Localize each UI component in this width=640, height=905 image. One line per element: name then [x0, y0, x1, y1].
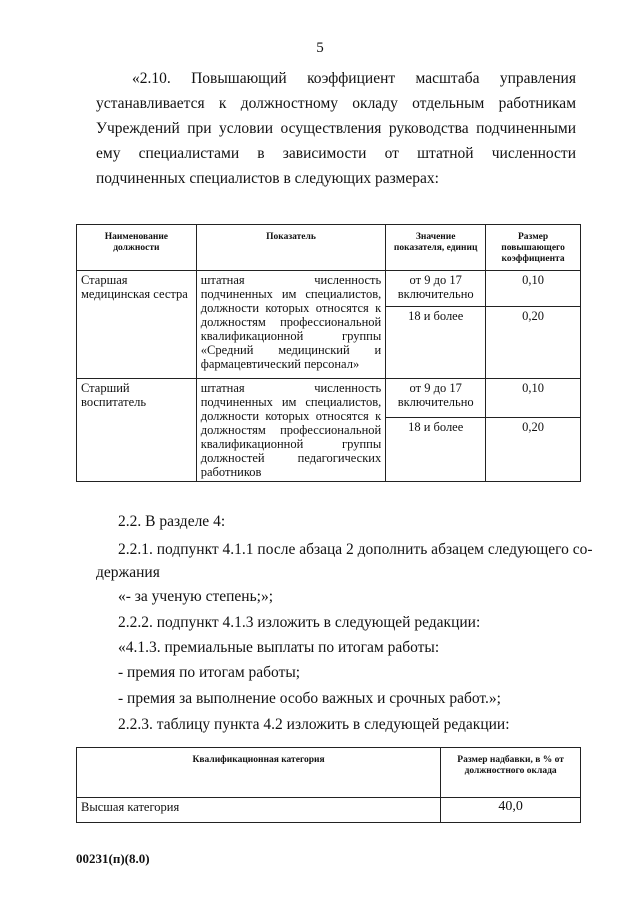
text-line: - премия по итогам работы; — [118, 664, 301, 681]
table-row — [77, 379, 581, 418]
header-indicator: Показатель — [196, 225, 386, 271]
coefficient-cell: 0,10 — [486, 271, 581, 307]
header-category: Квалификационная категория — [77, 748, 441, 798]
text-line: 2.2.3. таблицу пункта 4.2 изложить в следующей редакции: — [118, 716, 510, 733]
indicator-cell: штатная численность подчиненных им специалистов, должности которых относятся к должностям профессиональной квалификационной группы должностей педагогических работников — [196, 379, 386, 482]
coefficient-cell: 0,20 — [486, 417, 581, 481]
range-cell: от 9 до 17 включительно — [386, 379, 486, 418]
range-cell: от 9 до 17 включительно — [386, 271, 486, 307]
indicator-cell: штатная численность подчиненных им специалистов, должности которых относятся к должностям профессиональной квалификационной группы «Средний медицинский и фармацевтический персонал» — [196, 271, 386, 379]
position-cell: Старший воспитатель — [77, 379, 197, 482]
footer-code: 00231(п)(8.0) — [76, 851, 150, 866]
section-heading: 2.2. В разделе 4: — [118, 513, 226, 530]
range-cell: 18 и более — [386, 417, 486, 481]
category-cell: Высшая категория — [77, 798, 441, 823]
header-allowance: Размер надбавки, в % от должностного оклада — [441, 748, 581, 798]
header-position: Наименование должности — [77, 225, 197, 271]
text-line: 2.2.2. подпункт 4.1.3 изложить в следующей редакции: — [118, 614, 481, 631]
text-line: держания — [96, 564, 160, 581]
page-number: 5 — [316, 40, 324, 56]
coefficient-cell: 0,20 — [486, 307, 581, 379]
table-row — [77, 798, 581, 823]
text-line: - премия за выполнение особо важных и срочных работ.»; — [118, 690, 501, 707]
text-line: «4.1.3. премиальные выплаты по итогам работы: — [118, 639, 440, 656]
header-value: Значение показателя, единиц — [386, 225, 486, 271]
range-cell: 18 и более — [386, 307, 486, 379]
text-line: 2.2.1. подпункт 4.1.1 после абзаца 2 дополнить абзацем следующего со- — [118, 541, 593, 558]
coefficient-cell: 0,10 — [486, 379, 581, 418]
intro-paragraph: «2.10. Повышающий коэффициент масштаба управления устанавливается к должностному окладу отдельным работникам Учреждений при условии осуществления руководства подчиненными ему специалистами в зависимости от штатной численности подчиненных специалистов в следующих размерах: — [96, 70, 576, 187]
table-row — [77, 271, 581, 307]
allowance-cell: 40,0 — [441, 798, 581, 823]
position-cell: Старшая медицинская сестра — [77, 271, 197, 379]
coefficient-table — [76, 224, 581, 482]
header-coefficient: Размер повышающего коэффициента — [486, 225, 581, 271]
allowance-table — [76, 747, 581, 823]
text-line: «- за ученую степень;»; — [118, 588, 274, 605]
